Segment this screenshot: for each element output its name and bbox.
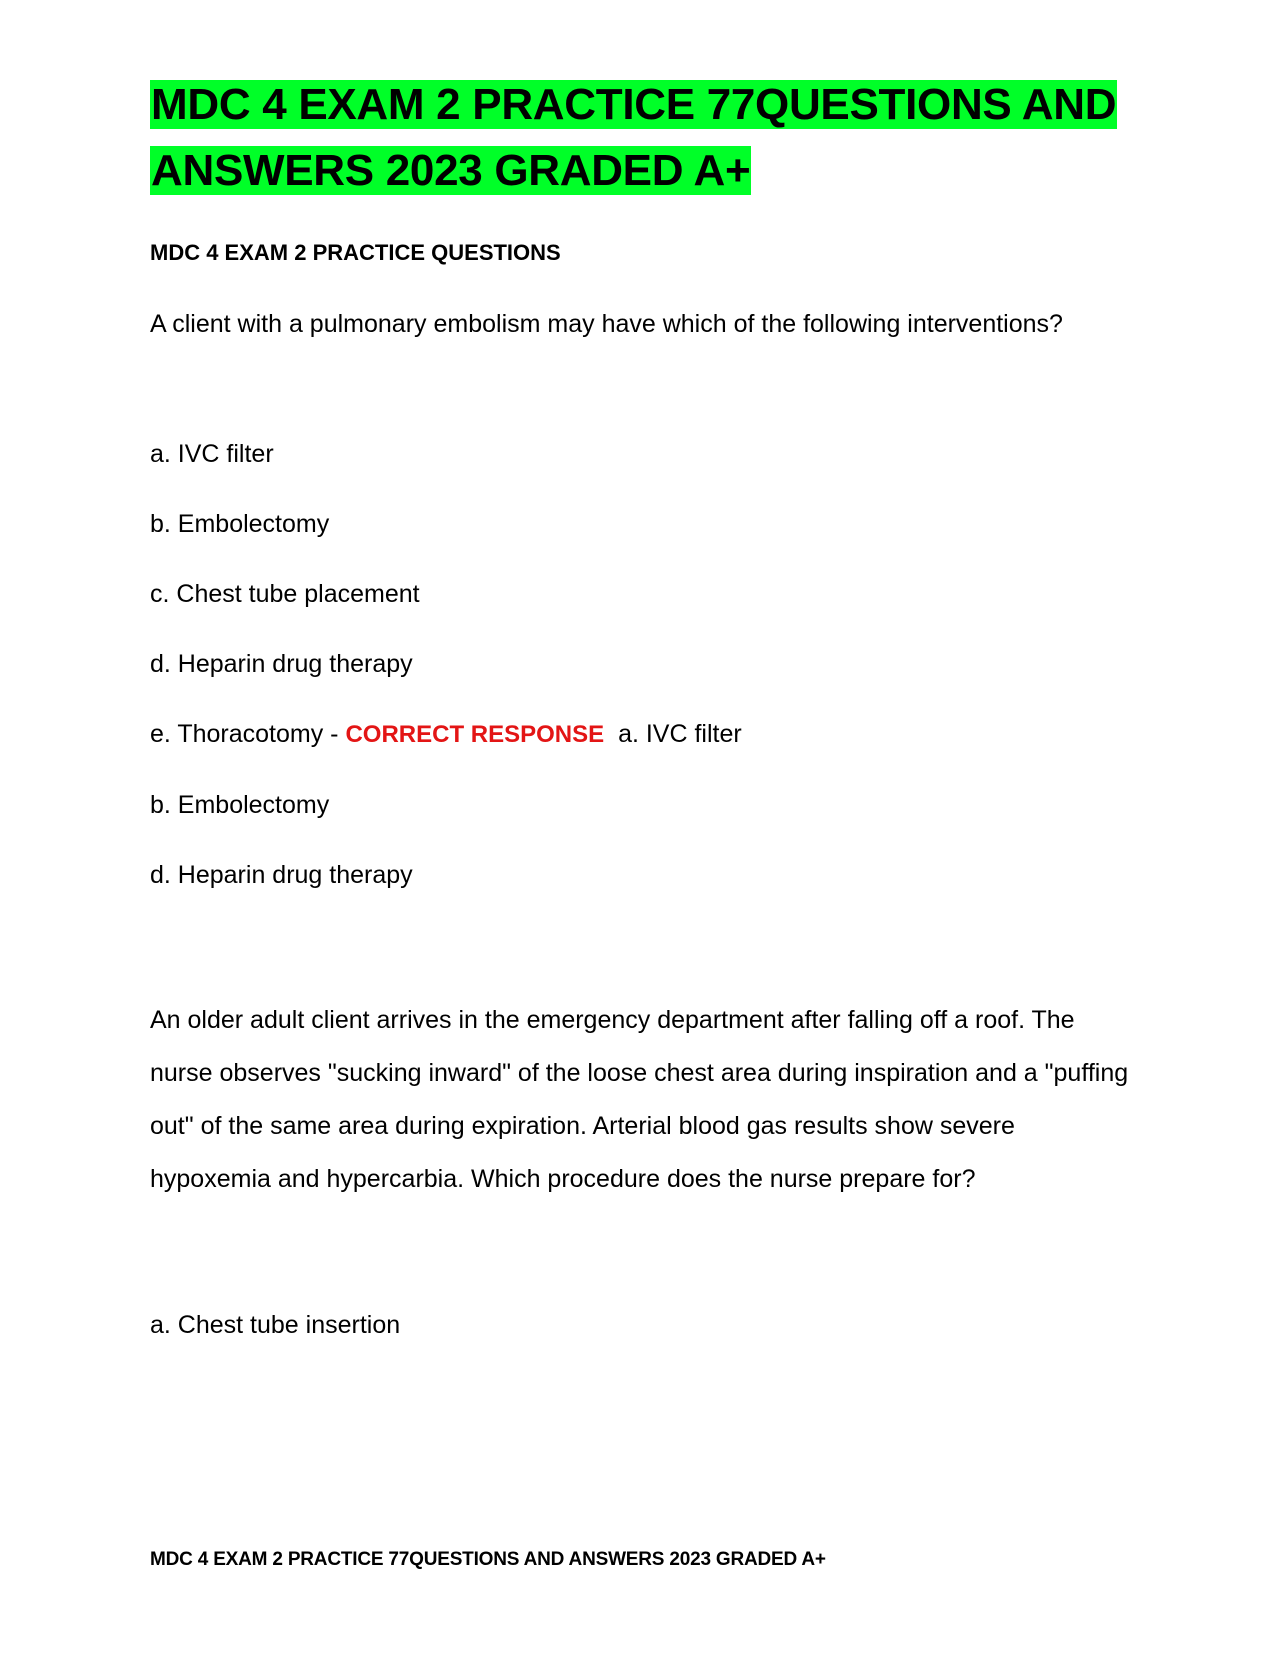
option-a: a. IVC filter — [150, 440, 274, 468]
question-2-text: An older adult client arrives in the emergency department after falling off a roof. The nurse observes "sucking inward" of the loose chest area during inspiration and a "puffing out" of the same area during expiration. Arterial blood gas results show severe hypoxemia and hypercarbia. Which procedure does the nurse prepare for? — [150, 1006, 1129, 1193]
answer-d: d. Heparin drug therapy — [150, 861, 413, 889]
section-subtitle: MDC 4 EXAM 2 PRACTICE QUESTIONS — [150, 240, 561, 265]
correct-response-label: CORRECT RESPONSE — [345, 721, 605, 748]
option-b: b. Embolectomy — [150, 510, 330, 538]
question-2-options — [150, 1310, 1130, 1340]
document-page — [150, 72, 1130, 1380]
option-a: a. Chest tube insertion — [150, 1311, 401, 1339]
question-2 — [150, 994, 1130, 1340]
option-e-with-answer — [150, 719, 1130, 750]
option-d: d. Heparin drug therapy — [150, 650, 413, 678]
question-1-text: A client with a pulmonary embolism may have which of the following interventions? — [150, 310, 1063, 338]
question-1-options — [150, 439, 1130, 890]
question-1 — [150, 298, 1130, 890]
option-e: e. Thoracotomy - — [150, 720, 346, 748]
document-title — [150, 72, 1130, 204]
answer-a: a. IVC filter — [618, 720, 742, 748]
page-footer: MDC 4 EXAM 2 PRACTICE 77QUESTIONS AND ANSWERS 2023 GRADED A+ — [150, 1549, 826, 1570]
option-c: c. Chest tube placement — [150, 580, 420, 608]
answer-b: b. Embolectomy — [150, 791, 330, 819]
title-highlight: MDC 4 EXAM 2 PRACTICE 77QUESTIONS AND ANSWERS 2023 GRADED A+ — [151, 80, 1117, 195]
